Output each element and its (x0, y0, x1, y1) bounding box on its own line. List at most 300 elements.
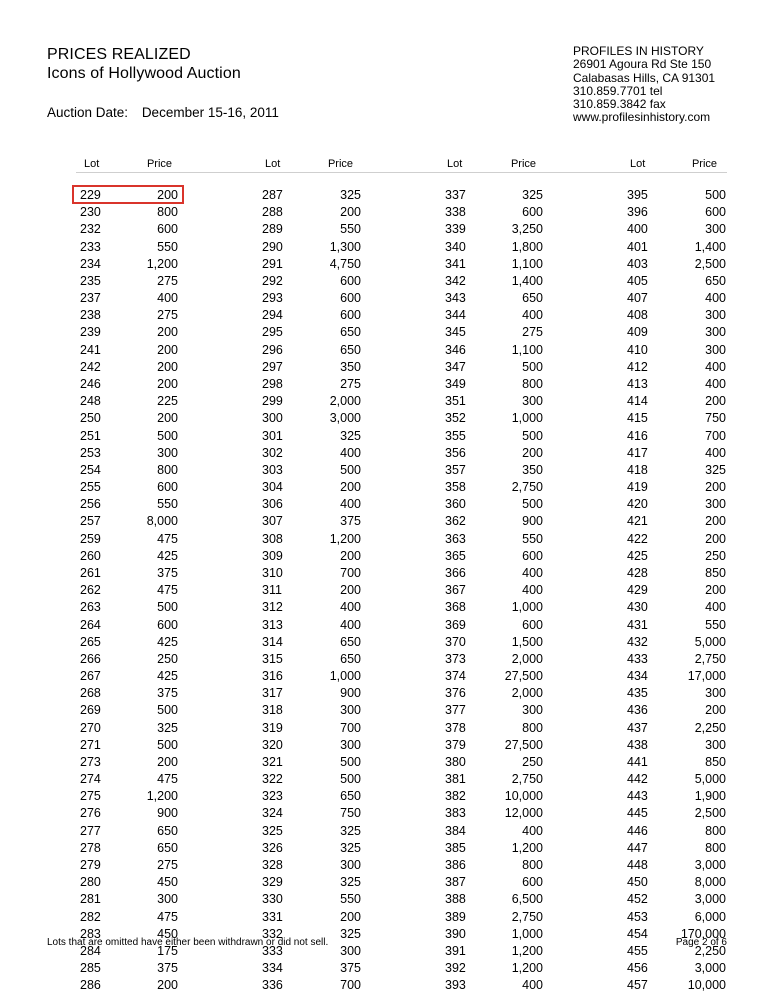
lot-price: 6,500 (511, 892, 543, 907)
lot-number: 396 (627, 205, 648, 220)
lot-price: 650 (340, 325, 361, 340)
lot-number: 428 (627, 565, 648, 580)
lot-price: 250 (522, 754, 543, 769)
lot-price: 650 (340, 651, 361, 666)
lot-number: 293 (262, 291, 283, 306)
lot-number: 385 (445, 840, 466, 855)
lot-number: 318 (262, 703, 283, 718)
lot-number: 339 (445, 222, 466, 237)
lot-number: 395 (627, 188, 648, 202)
lot-price: 300 (705, 737, 726, 752)
lot-number: 378 (445, 720, 466, 735)
lot-price: 600 (522, 617, 543, 632)
lot-price: 3,000 (329, 411, 361, 426)
lot-price: 500 (522, 497, 543, 512)
lot-number: 415 (627, 411, 648, 426)
lot-price: 500 (157, 600, 178, 615)
lot-price: 5,000 (694, 634, 726, 649)
lot-price: 550 (157, 239, 178, 254)
auction-date (47, 105, 279, 120)
lot-price: 1,200 (511, 840, 543, 855)
lot-price: 1,100 (511, 256, 543, 271)
lot-price: 325 (340, 188, 361, 202)
lot-number: 368 (445, 600, 466, 615)
lot-price: 27,500 (504, 669, 543, 684)
lot-price: 2,750 (694, 651, 726, 666)
lot-price: 650 (705, 273, 726, 288)
lot-number: 278 (80, 840, 101, 855)
lot-number: 429 (627, 583, 648, 598)
lot-price: 400 (522, 978, 543, 993)
table-row (0, 307, 773, 324)
lot-number: 379 (445, 737, 466, 752)
lot-price: 17,000 (687, 669, 726, 684)
lot-number: 381 (445, 772, 466, 787)
lot-number: 417 (627, 445, 648, 460)
lot-number: 419 (627, 480, 648, 495)
lot-number: 291 (262, 256, 283, 271)
lot-price: 1,100 (511, 342, 543, 357)
lot-number: 321 (262, 754, 283, 769)
lot-number: 346 (445, 342, 466, 357)
table-row (0, 410, 773, 427)
table-row (0, 428, 773, 445)
lot-number: 281 (80, 892, 101, 907)
lot-price: 1,500 (511, 634, 543, 649)
lot-number: 441 (627, 754, 648, 769)
table-row (0, 256, 773, 273)
lot-number: 265 (80, 634, 101, 649)
lot-number: 383 (445, 806, 466, 821)
lot-price: 200 (157, 359, 178, 374)
lot-number: 414 (627, 394, 648, 409)
lot-number: 267 (80, 669, 101, 684)
lot-number: 242 (80, 359, 101, 374)
table-row (0, 840, 773, 857)
lot-number: 238 (80, 308, 101, 323)
table-row (0, 462, 773, 479)
lot-number: 295 (262, 325, 283, 340)
table-row (0, 565, 773, 582)
lot-price: 200 (157, 376, 178, 391)
lot-number: 401 (627, 239, 648, 254)
lot-number: 292 (262, 273, 283, 288)
lot-price: 475 (157, 909, 178, 924)
lot-price: 500 (157, 428, 178, 443)
table-row (0, 823, 773, 840)
lot-number: 324 (262, 806, 283, 821)
lot-price: 1,200 (511, 961, 543, 976)
lot-price: 800 (157, 462, 178, 477)
lot-number: 332 (262, 926, 283, 941)
lot-price: 10,000 (504, 789, 543, 804)
table-row (0, 324, 773, 341)
lot-price: 200 (340, 909, 361, 924)
lot-number: 237 (80, 291, 101, 306)
lot-number: 438 (627, 737, 648, 752)
table-row (0, 737, 773, 754)
lot-price: 900 (157, 806, 178, 821)
table-row (0, 891, 773, 908)
lot-price: 300 (157, 892, 178, 907)
lot-number: 241 (80, 342, 101, 357)
lot-price: 400 (705, 359, 726, 374)
table-row (0, 754, 773, 771)
table-row (0, 342, 773, 359)
lot-number: 322 (262, 772, 283, 787)
lot-number: 360 (445, 497, 466, 512)
lot-number: 400 (627, 222, 648, 237)
lot-number: 455 (627, 943, 648, 958)
table-row (0, 874, 773, 891)
lot-number: 239 (80, 325, 101, 340)
lot-number: 330 (262, 892, 283, 907)
lot-price: 300 (705, 686, 726, 701)
company-website[interactable]: www.profilesinhistory.com (573, 110, 711, 125)
lot-number: 300 (262, 411, 283, 426)
lot-price: 900 (340, 686, 361, 701)
lot-price: 1,200 (329, 531, 361, 546)
lot-price: 2,250 (694, 943, 726, 958)
lot-price: 400 (705, 291, 726, 306)
table-row (0, 702, 773, 719)
lot-number: 362 (445, 514, 466, 529)
lot-number: 274 (80, 772, 101, 787)
lot-price: 325 (522, 188, 543, 202)
lot-price: 800 (157, 205, 178, 220)
lot-price: 800 (705, 823, 726, 838)
lot-number: 454 (627, 926, 648, 941)
lot-price: 900 (522, 514, 543, 529)
lot-number: 432 (627, 634, 648, 649)
table-row (0, 513, 773, 530)
lot-price: 12,000 (504, 806, 543, 821)
lot-price: 425 (157, 634, 178, 649)
title-line-2: Icons of Hollywood Auction (47, 65, 241, 82)
lot-price: 300 (340, 943, 361, 958)
lot-price: 375 (157, 565, 178, 580)
lot-price: 400 (522, 823, 543, 838)
lot-number: 374 (445, 669, 466, 684)
table-row (0, 445, 773, 462)
lot-price: 325 (705, 462, 726, 477)
lot-number: 298 (262, 376, 283, 391)
lot-price: 600 (705, 205, 726, 220)
lot-number: 390 (445, 926, 466, 941)
lot-price: 350 (340, 359, 361, 374)
lot-number: 235 (80, 273, 101, 288)
lot-price: 200 (157, 342, 178, 357)
lot-number: 363 (445, 531, 466, 546)
table-row (0, 221, 773, 238)
column-header-lot: Lot (265, 158, 281, 170)
lot-price: 1,200 (511, 943, 543, 958)
lot-price: 600 (157, 222, 178, 237)
lot-number: 319 (262, 720, 283, 735)
lot-price: 500 (157, 737, 178, 752)
lot-price: 200 (340, 205, 361, 220)
lot-number: 450 (627, 875, 648, 890)
lot-number: 315 (262, 651, 283, 666)
table-row (0, 290, 773, 307)
lot-price: 300 (705, 497, 726, 512)
lot-price: 400 (340, 600, 361, 615)
lot-price: 600 (157, 480, 178, 495)
table-row (0, 788, 773, 805)
lot-price: 550 (340, 222, 361, 237)
lot-price: 6,000 (694, 909, 726, 924)
lot-number: 408 (627, 308, 648, 323)
column-header-lot: Lot (447, 158, 463, 170)
lot-number: 370 (445, 634, 466, 649)
lot-number: 268 (80, 686, 101, 701)
lot-price: 325 (340, 926, 361, 941)
lot-price: 250 (157, 651, 178, 666)
lot-number: 288 (262, 205, 283, 220)
lot-price: 200 (340, 480, 361, 495)
lot-price: 300 (522, 703, 543, 718)
lot-number: 435 (627, 686, 648, 701)
lot-price: 600 (340, 291, 361, 306)
lot-price: 300 (705, 342, 726, 357)
table-row (0, 857, 773, 874)
lot-number: 303 (262, 462, 283, 477)
lot-price: 600 (522, 205, 543, 220)
column-header-price: Price (510, 158, 536, 170)
lot-number: 261 (80, 565, 101, 580)
lot-price: 325 (157, 720, 178, 735)
column-header-lot: Lot (84, 158, 100, 170)
lot-number: 257 (80, 514, 101, 529)
lot-number: 284 (80, 943, 101, 958)
highlight-box (72, 185, 184, 204)
lot-number: 407 (627, 291, 648, 306)
lot-price: 700 (340, 565, 361, 580)
table-row (0, 273, 773, 290)
lot-number: 276 (80, 806, 101, 821)
lot-price: 200 (522, 445, 543, 460)
table-row (0, 548, 773, 565)
lot-number: 263 (80, 600, 101, 615)
table-row (0, 909, 773, 926)
lot-number: 232 (80, 222, 101, 237)
table-row (0, 393, 773, 410)
lot-number: 341 (445, 256, 466, 271)
lot-price: 600 (522, 875, 543, 890)
lot-price: 225 (157, 394, 178, 409)
lot-price: 1,900 (694, 789, 726, 804)
lot-number: 313 (262, 617, 283, 632)
lot-number: 352 (445, 411, 466, 426)
lot-number: 255 (80, 480, 101, 495)
lot-price: 400 (705, 600, 726, 615)
lot-number: 297 (262, 359, 283, 374)
lot-number: 443 (627, 789, 648, 804)
lot-number: 377 (445, 703, 466, 718)
lot-price: 3,000 (694, 892, 726, 907)
lot-price: 200 (705, 531, 726, 546)
lot-number: 358 (445, 480, 466, 495)
lot-number: 277 (80, 823, 101, 838)
company-address-1: 26901 Agoura Rd Ste 150 (573, 57, 712, 72)
table-row (0, 805, 773, 822)
lot-price: 200 (705, 394, 726, 409)
lot-price: 425 (157, 548, 178, 563)
table-row (0, 582, 773, 599)
lot-price: 400 (522, 308, 543, 323)
lot-price: 300 (157, 445, 178, 460)
lot-price: 200 (340, 548, 361, 563)
lot-price: 200 (157, 188, 178, 202)
lot-price: 750 (340, 806, 361, 821)
lot-number: 234 (80, 256, 101, 271)
table-row (0, 599, 773, 616)
lot-number: 280 (80, 875, 101, 890)
lot-price: 475 (157, 772, 178, 787)
lot-price: 175 (157, 943, 178, 958)
lot-price: 450 (157, 926, 178, 941)
lot-price: 200 (157, 325, 178, 340)
lot-price: 425 (157, 669, 178, 684)
lot-number: 442 (627, 772, 648, 787)
lot-price: 200 (157, 411, 178, 426)
table-row (0, 479, 773, 496)
lot-number: 391 (445, 943, 466, 958)
lot-number: 299 (262, 394, 283, 409)
footer-note: Lots that are omitted have either been withdrawn or did not sell. (47, 937, 329, 948)
lot-price: 200 (705, 703, 726, 718)
lot-price: 300 (340, 737, 361, 752)
lot-price: 275 (157, 273, 178, 288)
lot-price: 275 (522, 325, 543, 340)
lot-number: 365 (445, 548, 466, 563)
lot-price: 600 (340, 308, 361, 323)
lot-number: 256 (80, 497, 101, 512)
lot-number: 453 (627, 909, 648, 924)
lot-price: 200 (157, 754, 178, 769)
lot-price: 275 (157, 858, 178, 873)
lot-number: 421 (627, 514, 648, 529)
lot-price: 500 (340, 462, 361, 477)
lot-number: 413 (627, 376, 648, 391)
lot-number: 311 (262, 583, 282, 598)
lot-price: 400 (340, 445, 361, 460)
lot-price: 500 (340, 754, 361, 769)
table-row (0, 634, 773, 651)
lot-price: 250 (705, 548, 726, 563)
lot-price: 275 (157, 308, 178, 323)
title-line-1: PRICES REALIZED (47, 46, 191, 63)
lot-price: 400 (705, 445, 726, 460)
table-row (0, 239, 773, 256)
document-title (47, 45, 241, 83)
lot-price: 325 (340, 428, 361, 443)
lot-number: 269 (80, 703, 101, 718)
lot-number: 448 (627, 858, 648, 873)
lot-number: 382 (445, 789, 466, 804)
lot-price: 800 (522, 720, 543, 735)
lot-price: 475 (157, 531, 178, 546)
lot-price: 2,250 (694, 720, 726, 735)
lot-price: 600 (340, 273, 361, 288)
lot-number: 431 (627, 617, 648, 632)
lot-price: 800 (705, 840, 726, 855)
lot-price: 550 (705, 617, 726, 632)
table-row (0, 376, 773, 393)
lot-price: 3,250 (511, 222, 543, 237)
lot-price: 2,750 (511, 909, 543, 924)
lot-price: 350 (522, 462, 543, 477)
lot-number: 285 (80, 961, 101, 976)
lot-price: 500 (340, 772, 361, 787)
lot-number: 279 (80, 858, 101, 873)
lot-number: 251 (80, 428, 101, 443)
lot-number: 446 (627, 823, 648, 838)
lot-price: 300 (705, 222, 726, 237)
auction-date-value: December 15-16, 2011 (141, 105, 279, 120)
lot-price: 2,500 (694, 256, 726, 271)
lot-number: 229 (80, 188, 101, 202)
lot-price: 550 (157, 497, 178, 512)
lot-number: 456 (627, 961, 648, 976)
lot-price: 375 (157, 686, 178, 701)
lot-number: 418 (627, 462, 648, 477)
lot-number: 310 (262, 565, 283, 580)
table-row (0, 617, 773, 634)
lot-price: 170,000 (680, 926, 726, 941)
lot-price: 1,000 (511, 411, 543, 426)
lot-number: 301 (262, 428, 283, 443)
lot-price: 300 (340, 858, 361, 873)
lot-number: 317 (262, 686, 283, 701)
lot-number: 447 (627, 840, 648, 855)
header-divider (76, 172, 727, 173)
lot-number: 420 (627, 497, 648, 512)
column-header-price: Price (327, 158, 353, 170)
lot-number: 287 (262, 188, 283, 202)
lot-price: 650 (340, 342, 361, 357)
table-row (0, 496, 773, 513)
lot-price: 375 (157, 961, 178, 976)
column-header-lot: Lot (630, 158, 646, 170)
lot-number: 366 (445, 565, 466, 580)
lot-price: 850 (705, 565, 726, 580)
lot-number: 331 (262, 909, 283, 924)
lot-price: 200 (157, 978, 178, 993)
lot-number: 289 (262, 222, 283, 237)
column-header-price: Price (146, 158, 172, 170)
lot-price: 5,000 (694, 772, 726, 787)
lot-price: 800 (522, 376, 543, 391)
lot-number: 336 (262, 978, 283, 993)
lot-number: 304 (262, 480, 283, 495)
table-row (0, 960, 773, 977)
lot-price: 325 (340, 875, 361, 890)
table-row (0, 668, 773, 685)
table-row (0, 651, 773, 668)
lot-number: 403 (627, 256, 648, 271)
lot-price: 325 (340, 823, 361, 838)
lot-price: 500 (705, 188, 726, 202)
company-fax: 310.859.3842 fax (573, 97, 666, 112)
lot-price: 2,000 (329, 394, 361, 409)
lot-number: 392 (445, 961, 466, 976)
lot-price: 1,400 (511, 273, 543, 288)
lot-number: 326 (262, 840, 283, 855)
lot-number: 410 (627, 342, 648, 357)
lot-number: 312 (262, 600, 283, 615)
lot-price: 200 (705, 583, 726, 598)
